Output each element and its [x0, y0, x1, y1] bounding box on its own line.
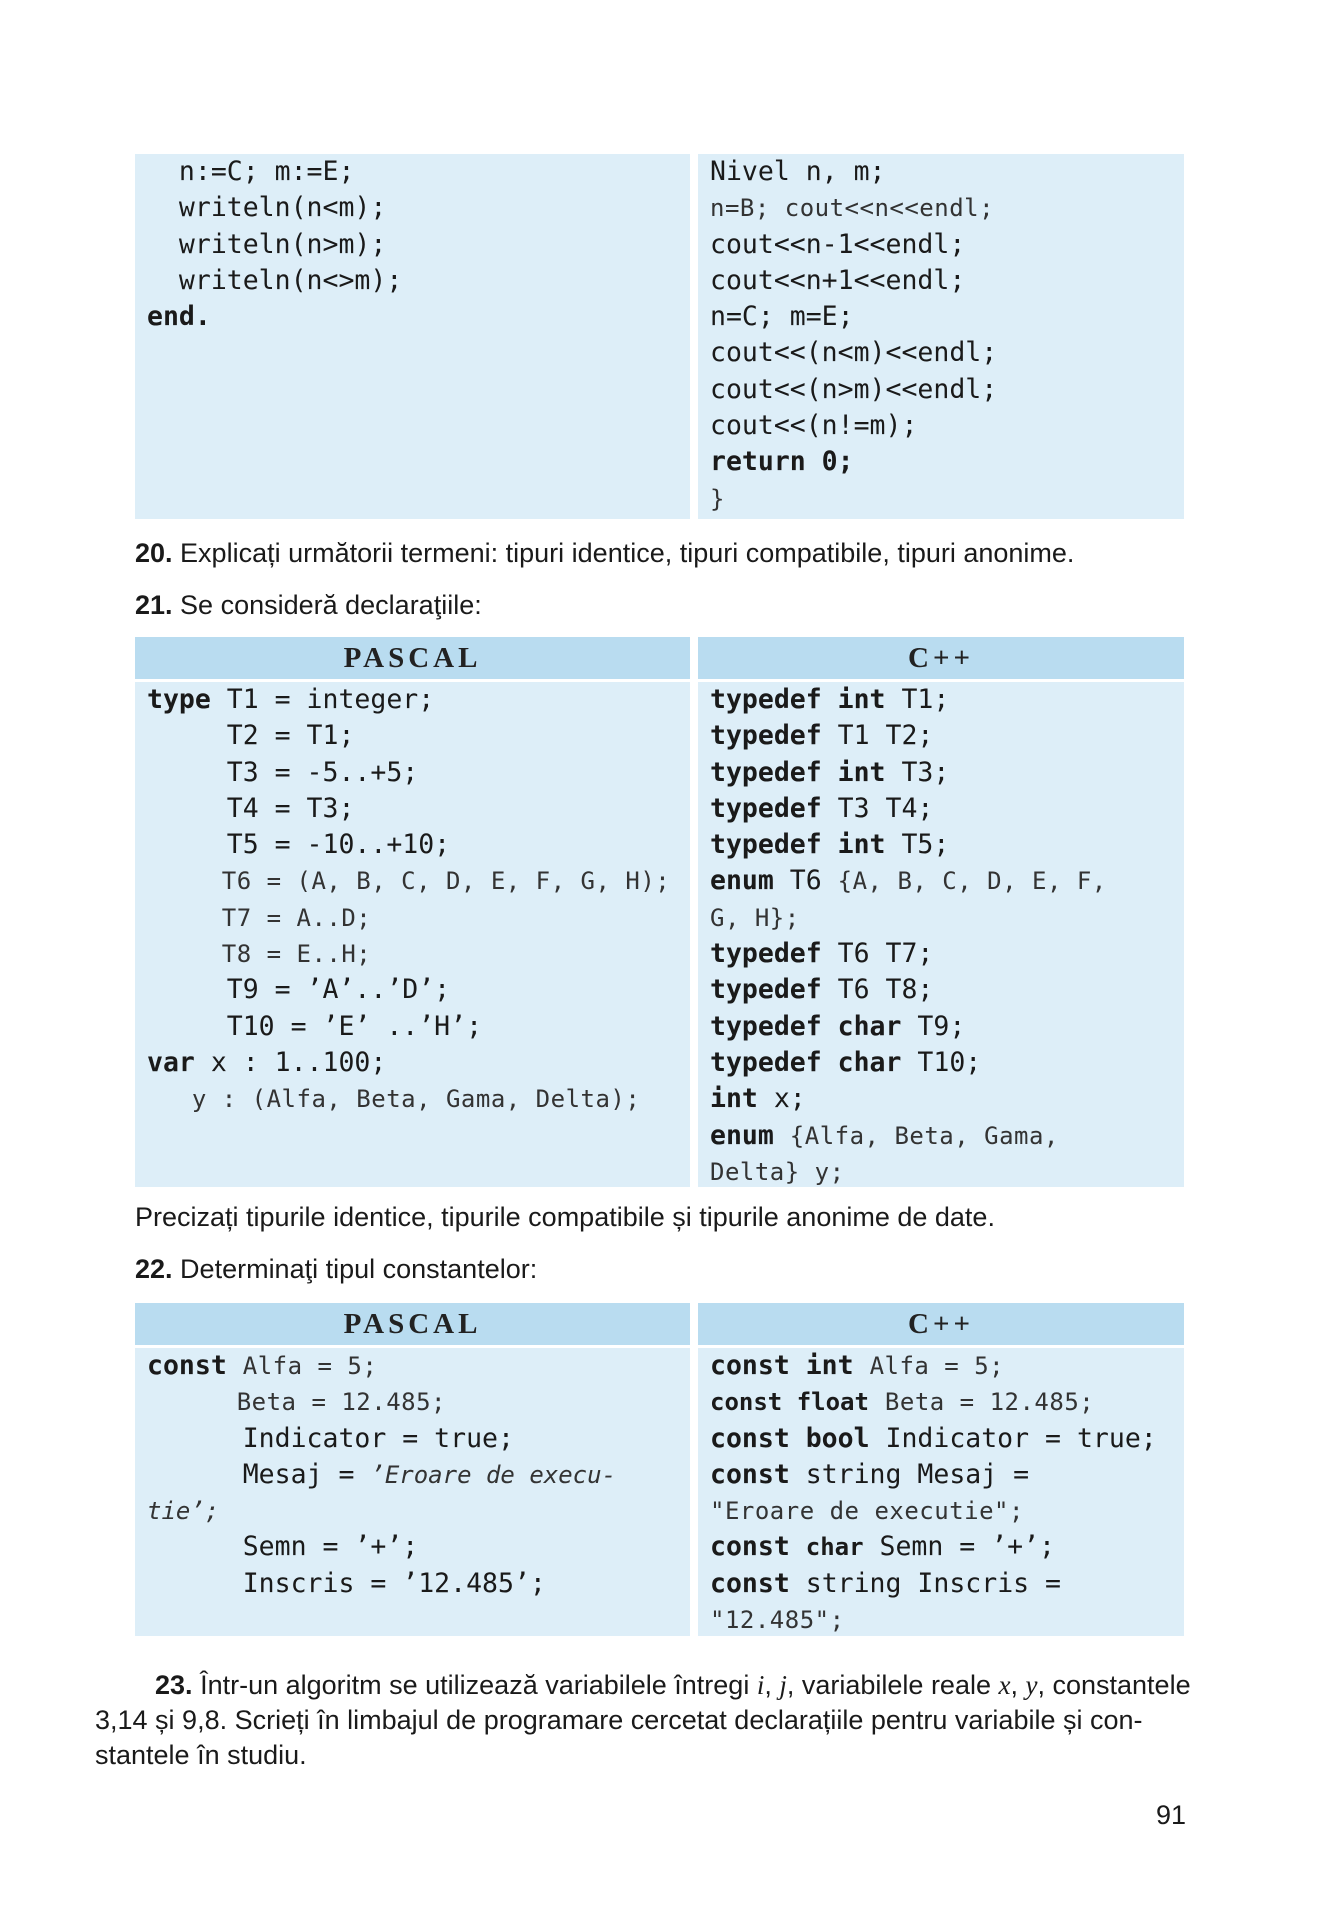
code-line: T9 = ’A’..’D’;: [147, 974, 451, 1006]
code-line: cout<<(n!=m);: [710, 410, 918, 442]
question-22: [135, 1252, 537, 1287]
code-line: cout<<n+1<<endl;: [710, 264, 966, 296]
code-line: end.: [147, 301, 211, 333]
code-line: T8 = E..H;: [147, 940, 372, 969]
question-text: , variabilele reale: [786, 1670, 999, 1700]
code-line: typedef int T1;: [710, 684, 950, 715]
question-text: Determinaţi tipul constantelor:: [172, 1254, 538, 1284]
code-line: Beta = 12.485;: [147, 1388, 446, 1417]
code-line: writeln(n>m);: [147, 228, 387, 260]
question-text: Într-un algoritm se utilizează variabilele întregi: [192, 1670, 757, 1700]
var-y: y: [1025, 1670, 1038, 1700]
question-number: 20.: [135, 538, 173, 568]
cpp-header: C++: [698, 1303, 1184, 1345]
code-line: const string Inscris =: [710, 1567, 1062, 1599]
code-line: n:=C; m:=E;: [147, 156, 355, 187]
code-line: T7 = A..D;: [147, 903, 372, 932]
separator: ,: [764, 1670, 780, 1700]
code-line: typedef T6 T8;: [710, 974, 934, 1006]
code-line: tie’;: [147, 1497, 220, 1526]
top-cpp-code-panel: [698, 154, 1184, 519]
pascal-header: PASCAL: [135, 637, 690, 679]
code-line: Inscris = ’12.485’;: [147, 1567, 546, 1599]
code-line: n=C; m=E;: [710, 301, 854, 333]
code-line: enum T6 {A, B, C, D, E, F,: [710, 865, 1107, 897]
code-line: return 0;: [710, 446, 854, 478]
question-text: Explicați următorii termeni: tipuri identice, tipuri compatibile, tipuri anonime.: [172, 538, 1075, 568]
question-23-line-2: 3,14 și 9,8. Scrieți în limbajul de programare cercetat declarațiile pentru variabile și con-: [95, 1705, 1143, 1735]
page-number: 91: [1156, 1800, 1187, 1830]
code-line: typedef char T10;: [710, 1046, 982, 1078]
code-line: const int Alfa = 5;: [710, 1350, 1005, 1381]
constants-cpp-panel: [698, 1348, 1184, 1636]
question-text: Se consideră declaraţiile:: [172, 590, 482, 620]
code-line: T6 = (A, B, C, D, E, F, G, H);: [147, 867, 671, 896]
code-line: int x;: [710, 1083, 806, 1115]
code-line: const char Semn = ’+’;: [710, 1531, 1055, 1563]
code-line: n=B; cout<<n<<endl;: [710, 194, 995, 223]
code-line: writeln(n<>m);: [147, 264, 403, 296]
top-pascal-code-panel: [135, 154, 690, 519]
pascal-header: PASCAL: [135, 1303, 690, 1345]
code-line: typedef int T5;: [710, 829, 950, 861]
var-x: x: [998, 1670, 1011, 1700]
code-line: type T1 = integer;: [147, 684, 435, 715]
code-line: enum {Alfa, Beta, Gama,: [710, 1119, 1059, 1151]
question-number: 23.: [155, 1670, 193, 1700]
question-23-line-3: stantele în studiu.: [95, 1740, 307, 1770]
declarations-cpp-panel: [698, 682, 1184, 1187]
code-line: Mesaj = ’Eroare de execu-: [147, 1458, 617, 1490]
code-line: cout<<n-1<<endl;: [710, 228, 966, 260]
code-line: "Eroare de executie";: [710, 1497, 1024, 1526]
code-line: }: [710, 484, 725, 513]
question-number: 21.: [135, 590, 173, 620]
code-line: T2 = T1;: [147, 720, 355, 752]
separator: ,: [1010, 1670, 1026, 1700]
code-line: T5 = -10..+10;: [147, 829, 451, 861]
code-line: cout<<(n<m)<<endl;: [710, 337, 998, 369]
var-i: i: [756, 1670, 765, 1700]
code-line: const string Mesaj =: [710, 1458, 1030, 1490]
code-line: Indicator = true;: [147, 1422, 514, 1454]
code-line: typedef int T3;: [710, 756, 950, 788]
question-20: [135, 536, 1074, 571]
declarations-pascal-panel: [135, 682, 690, 1187]
code-line: T10 = ’E’ ..’H’;: [147, 1010, 483, 1042]
question-21-followup: Precizați tipurile identice, tipurile compatibile și tipurile anonime de date.: [135, 1202, 995, 1232]
code-line: var x : 1..100;: [147, 1046, 387, 1078]
code-line: G, H};: [710, 903, 800, 932]
cpp-header: C++: [698, 637, 1184, 679]
code-line: "12.485";: [710, 1606, 845, 1635]
code-line: const float Beta = 12.485;: [710, 1388, 1095, 1417]
code-line: y : (Alfa, Beta, Gama, Delta);: [147, 1085, 641, 1114]
code-line: T4 = T3;: [147, 792, 355, 824]
code-line: Nivel n, m;: [710, 156, 886, 187]
code-line: const bool Indicator = true;: [710, 1422, 1157, 1454]
code-line: const Alfa = 5;: [147, 1350, 378, 1381]
code-line: cout<<(n>m)<<endl;: [710, 373, 998, 405]
code-line: T3 = -5..+5;: [147, 756, 419, 788]
question-23: [95, 1668, 1191, 1703]
var-j: j: [779, 1670, 787, 1700]
code-line: typedef T3 T4;: [710, 792, 934, 824]
code-line: Semn = ’+’;: [147, 1531, 419, 1563]
question-21: [135, 588, 482, 623]
code-line: typedef char T9;: [710, 1010, 966, 1042]
constants-pascal-panel: [135, 1348, 690, 1636]
code-line: Delta} y;: [710, 1157, 845, 1186]
code-line: typedef T6 T7;: [710, 938, 934, 970]
code-line: writeln(n<m);: [147, 192, 387, 224]
question-text: , constantele: [1037, 1670, 1191, 1700]
code-line: typedef T1 T2;: [710, 720, 934, 752]
question-number: 22.: [135, 1254, 173, 1284]
